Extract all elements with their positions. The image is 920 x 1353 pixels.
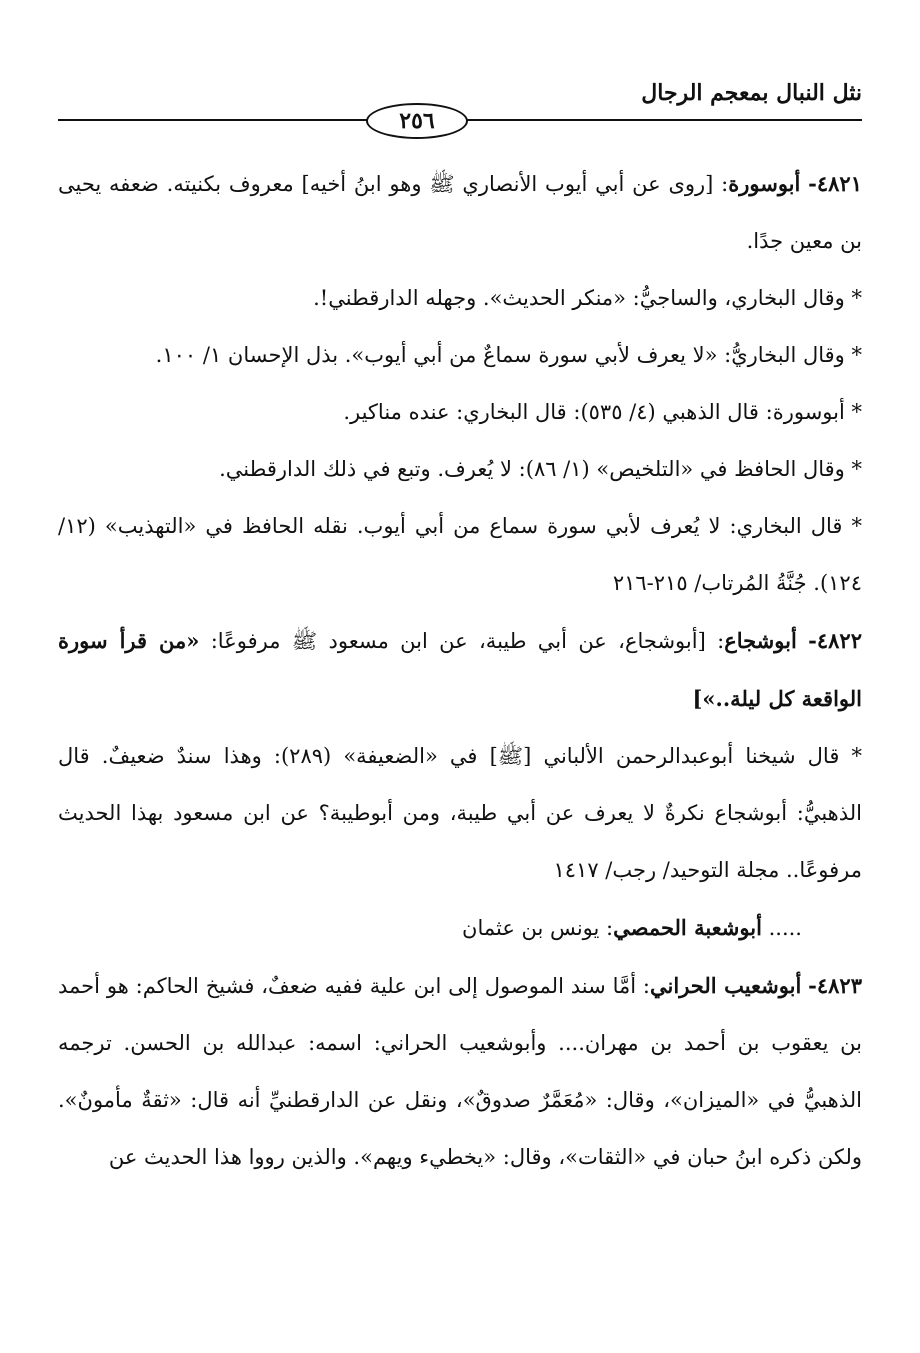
running-title: نثل النبال بمعجم الرجال [641, 80, 862, 106]
page-number: ٢٥٦ [366, 103, 468, 139]
entry-number: ٤٨٢٢- [808, 628, 862, 653]
entry-name: أبوشعيب الحراني [650, 973, 802, 998]
cross-ref-dots: ..... [768, 916, 802, 940]
note: * أبوسورة: قال الذهبي (٤/ ٥٣٥): قال البخاري: عنده مناكير. [343, 400, 862, 424]
note: * قال شيخنا أبوعبدالرحمن الألباني [ﷺ] في «الضعيفة» (٢٨٩): وهذا سندٌ ضعيفٌ. قال الذهبيُّ: أبوشجاع نكرةٌ لا يعرف عن أبي طيبة، ومن أبوطيبة؟ عن ابن مسعود بهذا الحديث مرفوعًا.. مجلة التوحيد/ رجب/ ١٤١٧ [58, 744, 862, 882]
entry-intro: : [أبوشجاع، عن أبي طيبة، عن ابن مسعود ﷺ مرفوعًا: [210, 629, 725, 653]
body-text [58, 155, 862, 1186]
entry-4821 [58, 155, 862, 270]
note: * وقال الحافظ في «التلخيص» (١/ ٨٦): لا يُعرف. وتبع في ذلك الدارقطني. [219, 457, 862, 481]
entry-name: أبوشجاع [724, 628, 797, 653]
cross-ref-target: : يونس بن عثمان [462, 916, 614, 940]
entry-4822 [58, 612, 862, 728]
cross-ref-name: أبوشعبة الحمصي [613, 915, 762, 940]
entry-intro: : [روى عن أبي أيوب الأنصاري ﷺ وهو ابنُ أخيه] معروف بكنيته. ضعفه يحيى بن معين جدًا. [58, 172, 862, 253]
cross-reference [58, 899, 862, 957]
note: * وقال البخاريُّ: «لا يعرف لأبي سورة سماعٌ من أبي أيوب». بذل الإحسان ١/ ١٠٠. [155, 343, 862, 367]
note: * وقال البخاري، والساجيُّ: «منكر الحديث». وجهله الدارقطني!. [313, 286, 862, 310]
entry-4823 [58, 957, 862, 1186]
entry-number: ٤٨٢٣- [808, 973, 862, 998]
entry-text: : أمَّا سند الموصول إلى ابن علية ففيه ضعفٌ، فشيخ الحاكم: هو أحمد بن يعقوب بن أحمد بن مهران.... وأبوشعيب الحراني: اسمه: عبدالله بن الحسن. ترجمه الذهبيُّ في «الميزان»، وقال: «مُعَمَّرٌ صدوقٌ»، ونقل عن الدارقطنيِّ أنه قال: «ثقةٌ مأمونٌ». ولكن ذكره ابنُ حبان في «الثقات»، وقال: «يخطيء ويهم». والذين رووا هذا الحديث عن [58, 974, 862, 1169]
note: * قال البخاري: لا يُعرف لأبي سورة سماع من أبي أيوب. نقله الحافظ في «التهذيب» (١٢/ ١٢٤). جُنَّةُ المُرتاب/ ٢١٥-٢١٦ [58, 514, 862, 595]
entry-number: ٤٨٢١- [808, 171, 862, 196]
entry-name: أبوسورة [728, 171, 801, 196]
hadith-text: «من قرأ سورة الواقعة كل ليلة..»] [58, 628, 862, 711]
